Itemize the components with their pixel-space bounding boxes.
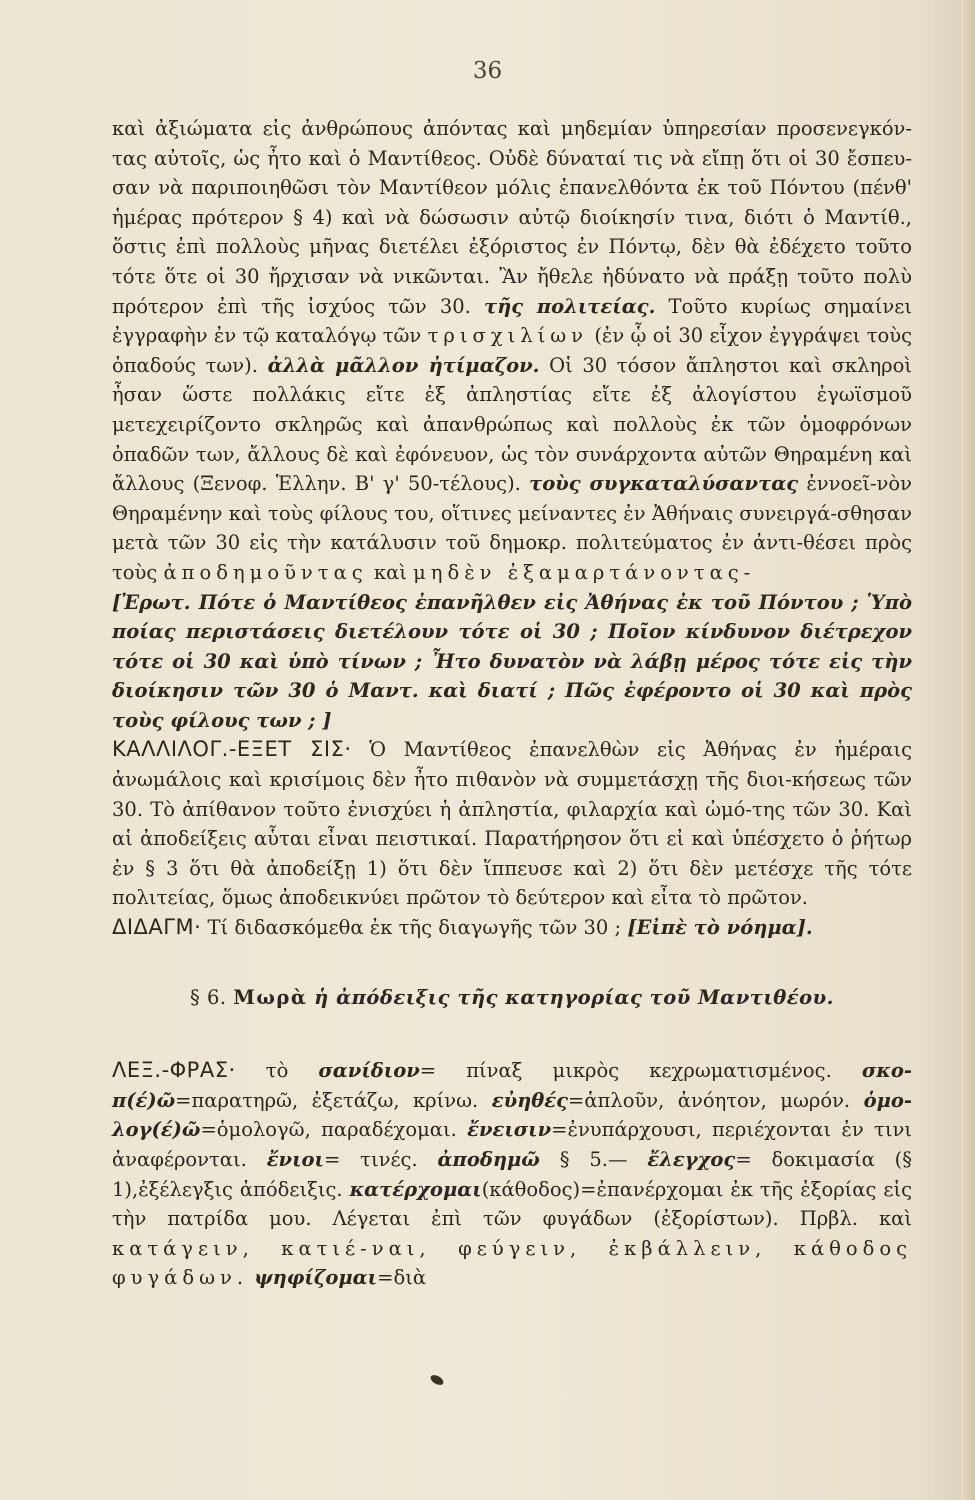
page-number: 36 bbox=[472, 58, 503, 84]
lexicon-paragraph: ΛΕΞ.-ΦΡΑΣ· τὸ σανίδιον= πίναξ μικρὸς κεχρωματισμένος. σκο-π(έ)ῶ=παρατηρῶ, ἐξετάζω, κρίνω. εὐηθές=ἁπλοῦν, ἀνόητον, μωρόν. ὁμο-λογ(έ)ῶ=ὁμολογῶ, παραδέχομαι. ἔνεισιν=ἐνυπάρχουσι, περιέχονται ἐν τινι ἀναφέρονται. ἔνιοι= τινές. ἀποδημῶ § 5.— ἔλεγχος= δοκιμασία (§ 1),ἐξέλεγξις ἀπόδειξις. κατέρχομαι(κάθοδος)=ἐπανέρχομαι ἐκ τῆς ἐξορίας εἰς τὴν πατρίδα μου. Λέγεται ἐπὶ τῶν φυγάδων (ἐξορίστων). Πρβλ. καὶ κατάγειν, κατιέ-ναι, φεύγειν, ἐκβάλλειν, κάθοδος φυγάδων. ψηφίζομαι=διὰ bbox=[112, 1058, 913, 1290]
lemma: τοὺς συγκαταλύσαντας bbox=[529, 472, 799, 496]
spaced-word: τρισχιλίων bbox=[427, 324, 589, 348]
lexicon-heading: ΛΕΞ.-ΦΡΑΣ· bbox=[112, 1058, 236, 1083]
kallilogia-heading: ΚΑΛΛΙΛΟΓ.-ΕΞΕΤ ΣΙΣ· bbox=[112, 737, 352, 762]
spaced-word: ἀποδημοῦντας bbox=[163, 560, 368, 584]
lemma: τῆς πολιτείας. bbox=[484, 294, 656, 318]
didagma-heading: ΔΙΔΑΓΜ· bbox=[112, 915, 202, 940]
lemma: ἀλλὰ μᾶλλον ἠτίμαζον. bbox=[267, 353, 540, 377]
page-edge bbox=[961, 0, 975, 1500]
spaced-word: κατάγειν, κατιέ-ναι, φεύγειν, ἐκβάλλειν, κάθοδος φυγάδων. bbox=[112, 1236, 912, 1290]
questions-block: [Ἐρωτ. Πότε ὁ Μαντίθεος ἐπανῆλθεν εἰς Ἀθήνας ἐκ τοῦ Πόντου ; Ὑπὸ ποίας περιστάσεις διετέλουν τότε οἱ 30 ; Ποῖον κίνδυνον διέτρεχον τότε οἱ 30 καὶ ὑπὸ τίνων ; Ἦτο δυνατὸν νὰ λάβῃ μέρος τότε εἰς τὴν διοίκησιν τῶν 30 ὁ Μαντ. καὶ διατί ; Πῶς ἐφέροντο οἱ 30 καὶ πρὸς τοὺς φίλους των ; ] bbox=[112, 590, 912, 732]
section-title: § 6. Μωρὰ ἡ ἀπόδειξις τῆς κατηγορίας τοῦ Μαντιθέου. bbox=[190, 985, 834, 1009]
didagma-note: [Εἰπὲ τὸ νόημα]. bbox=[627, 916, 813, 940]
kallilogia-paragraph: ΚΑΛΛΙΛΟΓ.-ΕΞΕΤ ΣΙΣ· Ὁ Μαντίθεος ἐπανελθὼν εἰς Ἀθήνας ἐν ἡμέραις ἀνωμάλοις καὶ κρισίμοις δὲν ἦτο πιθανὸν νὰ συμμετάσχῃ τῆς διοι-κήσεως τῶν 30. Τὸ ἀπίθανον τοῦτο ἐνισχύει ἡ ἀπληστία, φιλαρχία καὶ ὠμό-της τῶν 30. Καὶ αἱ ἀποδείξεις αὗται εἶναι πειστικαί. Παρατήρησον ὅτι εἰ καὶ ὑπέσχετο ὁ ῥήτωρ ἐν § 3 ὅτι θὰ ἀποδείξῃ 1) ὅτι δὲν ἵππευσε καὶ 2) ὅτι δὲν μετέσχε τῆς τότε πολιτείας, ὅμως ἀποδεικνύει πρῶτον τὸ δεύτερον καὶ εἶτα τὸ πρῶτον. bbox=[112, 737, 913, 910]
didagma-paragraph: ΔΙΔΑΓΜ· Τί διδασκόμεθα ἐκ τῆς διαγωγῆς τῶν 30 ; [Εἰπὲ τὸ νόημα]. bbox=[112, 915, 813, 940]
commentary-paragraph: καὶ ἀξιώματα εἰς ἀνθρώπους ἀπόντας καὶ μηδεμίαν ὑπηρεσίαν προσενεγκόν-τας αὐτοῖς, ὡς ἦτο καὶ ὁ Μαντίθεος. Οὐδὲ δύναταί τις νὰ εἴπῃ ὅτι οἱ 30 ἔσπευ-σαν νὰ παριποιηθῶσι τὸν Μαντίθεον μόλις ἐπανελθόντα ἐκ τοῦ Πόντου (πένθ' ἡμέρας πρότερον § 4) καὶ νὰ δώσωσιν αὐτῷ διοίκησίν τινα, διότι ὁ Μαντίθ., ὅστις ἐπὶ πολλοὺς μῆνας διετέλει ἐξόριστος ἐν Πόντῳ, δὲν θὰ ἐδέχετο τοῦτο τότε ὅτε οἱ 30 ἤρχισαν νὰ νικῶνται. Ἂν ἤθελε ἠδύνατο νὰ πράξῃ τοῦτο πολὺ πρότερον ἐπὶ τῆς ἰσχύος τῶν 30. τῆς πολιτείας. Τοῦτο κυρίως σημαίνει ἐγγραφὴν ἐν τῷ καταλόγῳ τῶν τρισχιλίων (ἐν ᾧ οἱ 30 εἶχον ἐγγράψει τοὺς ὀπαδούς των). ἀλλὰ μᾶλλον ἠτίμαζον. Οἱ 30 τόσον ἄπληστοι καὶ σκληροὶ ἦσαν ὥστε πολλάκις εἴτε ἐξ ἀπληστίας εἴτε ἐξ ἀλογίστου ἐγωϊσμοῦ μετεχειρίζοντο σκληρῶς καὶ ἀπανθρώπως καὶ πολλοὺς ἐκ τῶν ὁμοφρόνων ὀπαδῶν των, ἄλλους δὲ καὶ ἐφόνευον, ὡς τὸν συνάρχοντα αὐτῶν Θηραμένη καὶ ἄλλους (Ξενοφ. Ἑλλην. Β' γ' 50-τέλους). τοὺς συγκαταλύσαντας ἐννοεῖ-νὸν Θηραμένην καὶ τοὺς φίλους του, οἵτινες μείναντες ἐν Ἀθήναις συνειργά-σθησαν μετὰ τῶν 30 εἰς τὴν κατάλυσιν τοῦ δημοκρ. πολιτεύματος ἐν ἀντι-θέσει πρὸς τοὺς ἀποδημοῦντας καὶ μηδὲν ἐξαμαρτάνοντας- bbox=[112, 117, 913, 584]
spaced-word: μηδὲν ἐξαμαρτάνοντας- bbox=[413, 560, 756, 584]
page-body bbox=[112, 114, 912, 1293]
